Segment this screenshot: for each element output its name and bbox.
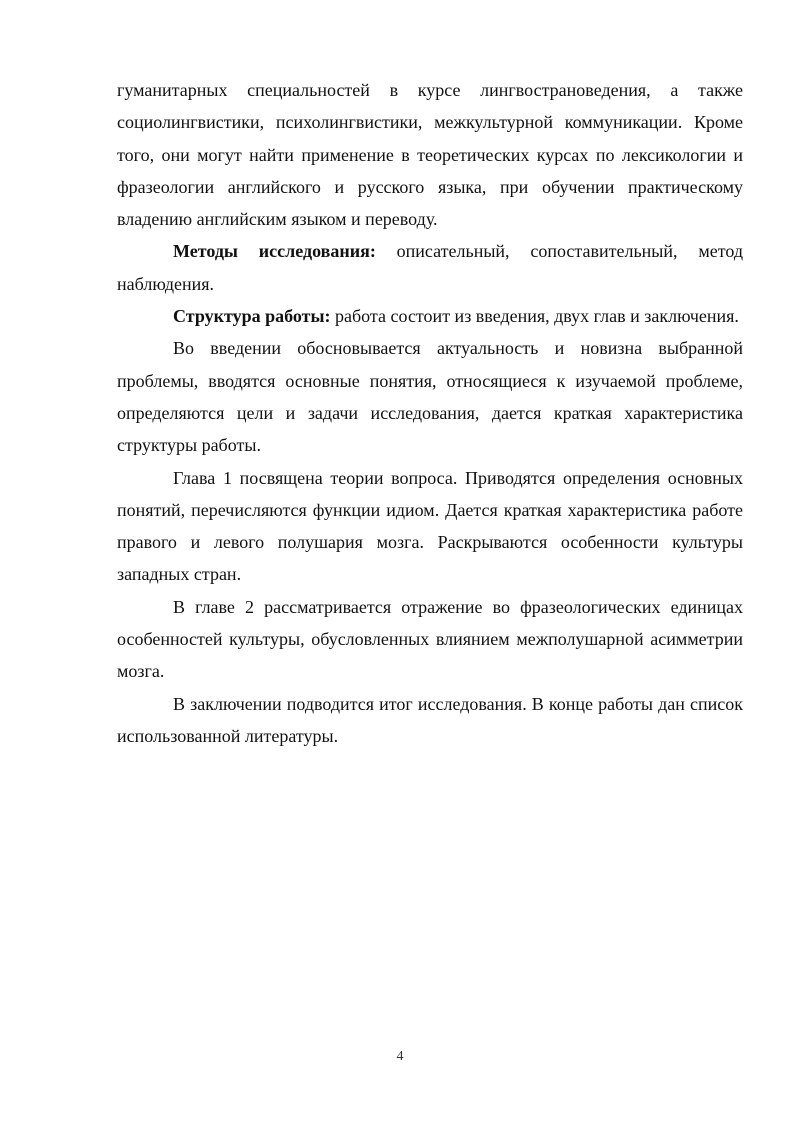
page-number: 4 — [396, 1049, 404, 1064]
paragraph-chapter-1: Глава 1 посвящена теории вопроса. Приводятся определения основных понятий, перечисляются функции идиом. Дается краткая характеристика работе правого и левого полушария мозга. Раскрываются особенности культуры западных стран. — [117, 467, 743, 585]
structure-text: работа состоит из введения, двух глав и заключения. — [330, 306, 739, 327]
methods-text: описательный, сопоставительный, метод наблюдения. — [117, 241, 743, 294]
paragraph-chapter-2: В главе 2 рассматривается отражение во фразеологических единицах особенностей культуры, обусловленных влиянием межполушарной асимметрии мозга. — [117, 596, 743, 682]
methods-label: Методы исследования: — [173, 241, 376, 262]
paragraph-conclusion: В заключении подводится итог исследования. В конце работы дан список использованной литературы. — [117, 693, 743, 746]
paragraph-methods — [117, 235, 743, 300]
structure-label: Структура работы: — [173, 306, 331, 327]
body-text — [117, 74, 743, 752]
paragraph-introduction: Во введении обосновывается актуальность и новизна выбранной проблемы, вводятся основные понятия, относящиеся к изучаемой проблеме, определяются цели и задачи исследования, дается краткая характеристика структуры работы. — [117, 338, 743, 456]
paragraph-structure — [117, 300, 743, 332]
paragraph-continuation: гуманитарных специальностей в курсе лингвострановедения, а также социолингвистики, психолингвистики, межкультурной коммуникации. Кроме того, они могут найти применение в теоретических курсах по лексикологии и фразеологии английского и русского языка, при обучении практическому владению английским языком и переводу. — [117, 80, 743, 230]
